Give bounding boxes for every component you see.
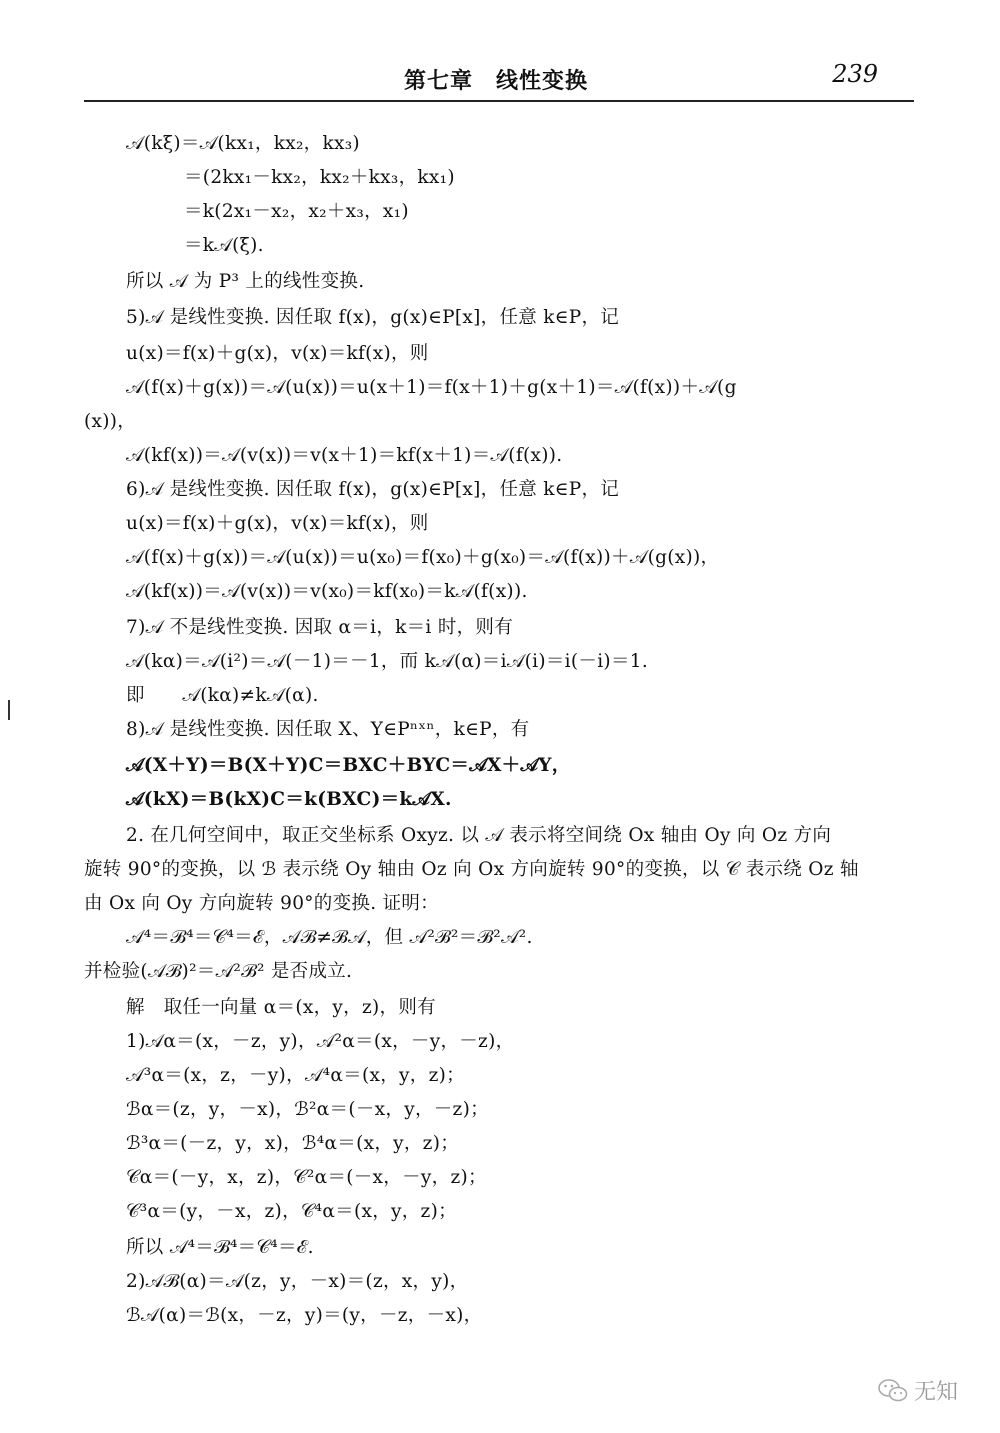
text-line: 𝒜(f(x)＋g(x))＝𝒜(u(x))＝u(x₀)＝f(x₀)＋g(x₀)＝𝒜(f(x))＋𝒜(g(x))， xyxy=(126,547,720,568)
watermark-text: 无知 xyxy=(914,1380,959,1405)
text-line: 1)𝒜α＝(x，－z，y)，𝒜²α＝(x，－y，－z)， xyxy=(126,1031,515,1052)
text-line: ＝(2kx₁－kx₂，kx₂＋kx₃，kx₁) xyxy=(184,167,455,188)
text-line: 所以 𝒜 为 P³ 上的线性变换. xyxy=(126,271,365,292)
page-number: 239 xyxy=(832,60,878,88)
wechat-icon xyxy=(878,1378,908,1404)
text-line: 6)𝒜 是线性变换. 因任取 f(x)，g(x)∈P[x]，任意 k∈P，记 xyxy=(126,479,620,500)
text-line: 𝒜⁴＝ℬ⁴＝𝒞⁴＝ℰ，𝒜ℬ≠ℬ𝒜，但 𝒜²ℬ²＝ℬ²𝒜². xyxy=(126,927,533,948)
text-line: 𝒜(kξ)＝𝒜(kx₁，kx₂，kx₃) xyxy=(126,133,360,154)
page-header xyxy=(84,58,914,102)
text-line: 2. 在几何空间中，取正交坐标系 Oxyz. 以 𝒜 表示将空间绕 Ox 轴由 Oy 向 Oz 方向 xyxy=(126,825,832,846)
text-line: 解 取任一向量 α＝(x，y，z)，则有 xyxy=(126,997,436,1018)
watermark xyxy=(878,1375,958,1406)
text-line: 𝒜(kf(x))＝𝒜(v(x))＝v(x＋1)＝kf(x＋1)＝𝒜(f(x)). xyxy=(126,445,563,466)
text-line: 𝒜(f(x)＋g(x))＝𝒜(u(x))＝u(x＋1)＝f(x＋1)＋g(x＋1)＝𝒜(f(x))＋𝒜(g xyxy=(126,377,737,398)
text-line: u(x)＝f(x)＋g(x)，v(x)＝kf(x)，则 xyxy=(126,513,429,534)
margin-mark xyxy=(8,700,10,720)
text-line: ℬα＝(z，y，－x)，ℬ²α＝(－x，y，－z)； xyxy=(126,1099,489,1120)
text-line: 并检验(𝒜ℬ)²＝𝒜²ℬ² 是否成立. xyxy=(84,961,353,982)
text-line: 𝒜³α＝(x，z，－y)，𝒜⁴α＝(x，y，z)； xyxy=(126,1065,465,1086)
text-line: 𝒞α＝(－y，x，z)，𝒞²α＝(－x，－y，z)； xyxy=(126,1167,487,1188)
text-line: ＝k(2x₁－x₂，x₂＋x₃，x₁) xyxy=(184,201,409,222)
text-line: 所以 𝒜⁴＝ℬ⁴＝𝒞⁴＝ℰ. xyxy=(126,1237,314,1258)
text-line: u(x)＝f(x)＋g(x)，v(x)＝kf(x)，则 xyxy=(126,343,429,364)
chapter-title: 第七章 线性变换 xyxy=(404,69,589,94)
text-line: 𝒜(kα)＝𝒜(i²)＝𝒜(－1)＝－1，而 k𝒜(α)＝i𝒜(i)＝i(－i)＝1. xyxy=(126,651,648,672)
text-line: 𝒜(kX)＝B(kX)C＝k(BXC)＝k𝒜X. xyxy=(126,789,452,810)
text-line: 8)𝒜 是线性变换. 因任取 X、Y∈Pⁿˣⁿ，k∈P，有 xyxy=(126,719,530,740)
text-line: 2)𝒜ℬ(α)＝𝒜(z，y，－x)＝(z，x，y)， xyxy=(126,1271,469,1292)
text-line: 5)𝒜 是线性变换. 因任取 f(x)，g(x)∈P[x]，任意 k∈P，记 xyxy=(126,307,620,328)
text-line: 𝒜(kf(x))＝𝒜(v(x))＝v(x₀)＝kf(x₀)＝k𝒜(f(x)). xyxy=(126,581,528,602)
text-line: 7)𝒜 不是线性变换. 因取 α＝i，k＝i 时，则有 xyxy=(126,617,514,638)
text-line: 由 Ox 向 Oy 方向旋转 90°的变换. 证明： xyxy=(84,893,439,914)
text-line: ℬ³α＝(－z，y，x)，ℬ⁴α＝(x，y，z)； xyxy=(126,1133,460,1154)
text-line: 𝒜(X＋Y)＝B(X＋Y)C＝BXC＋BYC＝𝒜X＋𝒜Y， xyxy=(126,755,571,776)
text-line: ℬ𝒜(α)＝ℬ(x，－z，y)＝(y，－z，－x)， xyxy=(126,1305,483,1326)
text-line: (x))， xyxy=(84,411,137,432)
text-line: 𝒞³α＝(y，－x，z)，𝒞⁴α＝(x，y，z)； xyxy=(126,1201,457,1222)
text-line: 即 𝒜(kα)≠k𝒜(α). xyxy=(126,685,319,706)
text-line: ＝k𝒜(ξ). xyxy=(184,235,264,256)
text-line: 旋转 90°的变换，以 ℬ 表示绕 Oy 轴由 Oz 向 Ox 方向旋转 90°的变换，以 𝒞 表示绕 Oz 轴 xyxy=(84,859,859,880)
